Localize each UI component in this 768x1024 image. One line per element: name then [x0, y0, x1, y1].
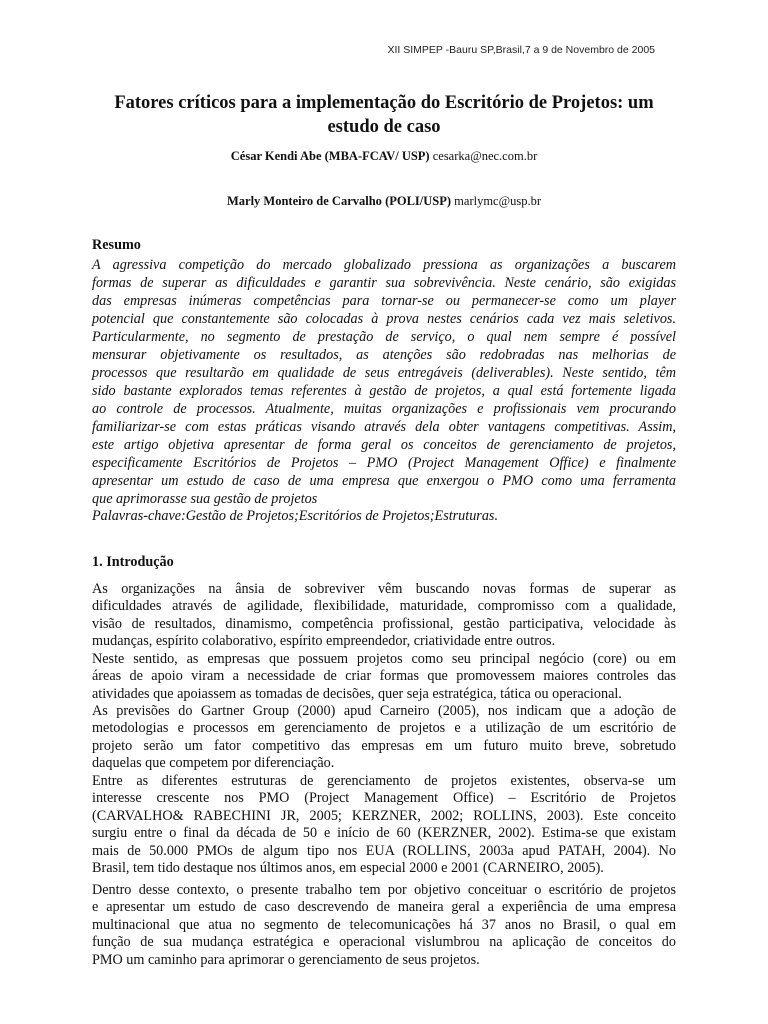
author-email[interactable]: cesarka@nec.com.br	[432, 149, 538, 163]
abstract-body	[92, 256, 676, 508]
paragraph-line: (CARVALHO& RABECHINI JR, 2005; KERZNER, 2002; ROLLINS, 2003). Este conceito	[92, 807, 676, 824]
abstract-line: processos que resultarão em qualidade de seus entregáveis (deliverables). Neste sentido, têm	[92, 365, 676, 381]
abstract-line: Particularmente, no segmento de prestação de serviço, o qual nem sempre é possível	[92, 329, 676, 345]
abstract-line: este artigo objetiva apresentar de forma geral os conceitos de gerenciamento de projetos,	[92, 437, 676, 453]
abstract-line: A agressiva competição do mercado globalizado pressiona as organizações a buscarem	[92, 257, 676, 273]
abstract-line: que aprimorasse sua gestão de projetos	[92, 491, 318, 507]
paragraph-line: dificuldades através de agilidade, flexibilidade, maturidade, compromisso com a qualidade,	[92, 598, 676, 615]
paragraph-line: função de sua mudança estratégica e operacional vislumbrou na aplicação de conceitos do	[92, 934, 676, 951]
paragraph-line: Dentro desse contexto, o presente trabalho tem por objetivo conceituar o escritório de projetos	[92, 882, 676, 898]
abstract-heading: Resumo	[92, 237, 141, 253]
paragraph	[92, 581, 676, 651]
paragraph-line: visão de resultados, dinamismo, competência profissional, gestão participativa, velocidade às	[92, 615, 676, 632]
title-line: Fatores críticos para a implementação do Escritório de Projetos: um	[114, 93, 654, 113]
paragraph-line: projeto serão um fator competitivo das empresas em um futuro muito breve, sobretudo	[92, 737, 676, 754]
paragraph	[92, 703, 676, 773]
paragraph-line: daquelas que competem por diferenciação.	[92, 755, 335, 772]
author-affiliation: (MBA-FCAV/ USP)	[324, 149, 430, 163]
paragraph	[92, 651, 676, 703]
paragraph-line: As organizações na ânsia de sobreviver vêm buscando novas formas de superar as	[92, 581, 676, 597]
paragraph-line: metodologias e processos em gerenciamento de projetos e a utilização de um escritório de	[92, 720, 676, 737]
paragraph-line: Brasil, tem tido destaque nos últimos anos, em especial 2000 e 2001 (CARNEIRO, 2005).	[92, 860, 604, 877]
paragraph-line: surgiu entre o final da década de 50 e início de 60 (KERZNER, 2002). Estima-se que existam	[92, 825, 676, 842]
title-line: estudo de caso	[327, 117, 441, 137]
paragraph-line: Neste sentido, as empresas que possuem projetos como seu principal negócio (core) ou em	[92, 651, 676, 667]
paragraph-line: áreas de apoio viram a necessidade de criar formas que promovessem maiores controles das	[92, 668, 676, 685]
abstract-line: mensurar objetivamente os resultados, as atenções são redobradas nas melhorias de	[92, 347, 676, 363]
section-heading: 1. Introdução	[92, 554, 174, 570]
keywords: Palavras-chave:Gestão de Projetos;Escritórios de Projetos;Estruturas.	[92, 508, 498, 524]
paragraph-line: mudanças, espírito colaborativo, espírito empreendedor, criatividade entre outros.	[92, 633, 556, 650]
abstract-line: formas de superar as dificuldades e garantir sua sobrevivência. Neste cenário, são exigidas	[92, 275, 676, 291]
abstract-line: ao controle de processos. Atualmente, muitas organizações e profissionais vem procurando	[92, 401, 676, 417]
author-2	[60, 193, 708, 209]
paragraph	[92, 882, 676, 969]
paragraph	[92, 773, 676, 877]
author-email[interactable]: marlymc@usp.br	[454, 194, 542, 208]
abstract-line: familiarizar-se com estas práticas visando através dela obter vantagens competitivas. Assim,	[92, 419, 676, 435]
author-affiliation: (POLI/USP)	[385, 194, 452, 208]
conference-header: XII SIMPEP -Bauru SP,Brasil,7 a 9 de Novembro de 2005	[387, 44, 655, 56]
paragraph-line: interesse crescente nos PMO (Project Management Office) – Escritório de Projetos	[92, 790, 676, 807]
paper-title	[60, 91, 708, 139]
paragraph-line: mais de 50.000 PMOs de algum tipo nos EUA (ROLLINS, 2003a apud PATAH, 2004). No	[92, 842, 676, 859]
abstract-line: sido bastante explorados temas referentes à gestão de projetos, a qual está fortemente ligada	[92, 383, 676, 399]
author-1	[60, 148, 708, 164]
author-name: César Kendi Abe	[230, 149, 322, 163]
paragraph-line: e apresentar um estudo de caso descrevendo de maneira geral a experiência de uma empresa	[92, 899, 676, 916]
author-name: Marly Monteiro de Carvalho	[226, 194, 382, 208]
abstract-line: apresentar um estudo de caso de uma empresa que enxergou o PMO como uma ferramenta	[92, 473, 676, 489]
abstract-line: especificamente Escritórios de Projetos – PMO (Project Management Office) e finalmente	[92, 455, 676, 471]
paragraph-line: PMO um caminho para aprimorar o gerenciamento de seus projetos.	[92, 951, 480, 968]
paragraph-line: multinacional que atua no segmento de telecomunicações há 37 anos no Brasil, o qual em	[92, 916, 676, 933]
paragraph-line: atividades que apoiassem as tomadas de decisões, quer seja estratégica, tática ou operacional.	[92, 685, 622, 702]
abstract-line: potencial que constantemente são colocadas à prova nestes cenários cada vez mais seletivos.	[92, 311, 676, 327]
abstract-line: das empresas inúmeras competências para tornar-se ou permanecer-se como um player	[92, 293, 676, 309]
paragraph-line: As previsões do Gartner Group (2000) apud Carneiro (2005), nos indicam que a adoção de	[92, 703, 676, 719]
paragraph-line: Entre as diferentes estruturas de gerenciamento de projetos existentes, observa-se um	[92, 773, 676, 789]
